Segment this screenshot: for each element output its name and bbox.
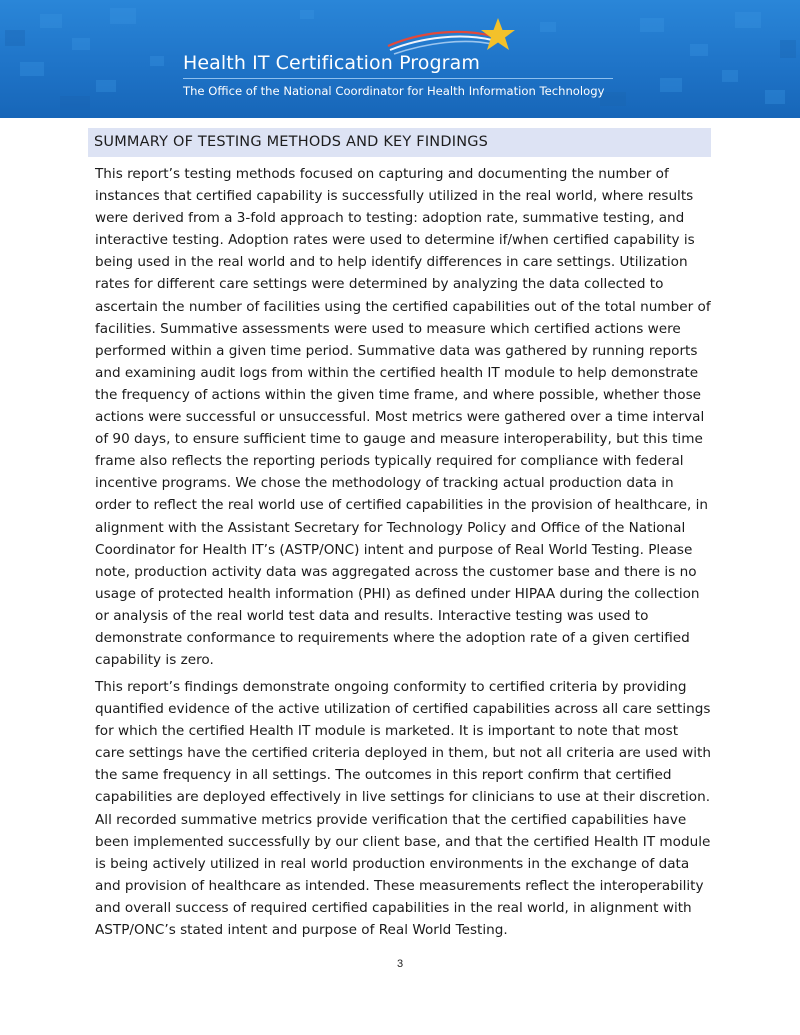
office-subtitle: The Office of the National Coordinator for Health Information Technology [183, 84, 605, 98]
header-banner [0, 0, 800, 118]
banner-divider [183, 78, 613, 79]
program-title: Health IT Certification Program [183, 52, 480, 74]
body-paragraph-key-findings: This report’s findings demonstrate ongoing conformity to certified criteria by providing quantified evidence of the active utilization of certified capabilities across all care settings for which the certified Health IT module is marketed. It is important to note that most care settings have the certified criteria deployed in them, but not all criteria are used with the same frequency in all settings. The outcomes in this report confirm that certified capabilities are deployed effectively in live settings for clinicians to use at their discretion. All recorded summative metrics provide verification that the certified capabilities have been implemented successfully by our client base, and that the certified Health IT module is being actively utilized in real world production environments in the exchange of data and provision of healthcare as intended. These measurements reflect the interoperability and overall success of required certified capabilities in the real world, in alignment with ASTP/ONC’s stated intent and purpose of Real World Testing. [95, 679, 711, 939]
page-number: 3 [396, 958, 404, 970]
section-heading: SUMMARY OF TESTING METHODS AND KEY FINDINGS [88, 128, 711, 157]
body-paragraph-testing-methods: This report’s testing methods focused on capturing and documenting the number of instances that certified capability is successfully utilized in the real world, where results were derived from a 3-fold approach to testing: adoption rate, summative testing, and interactive testing. Adoption rates were used to determine if/when certified capability is being used in the real world and to help identify differences in care settings. Utilization rates for different care settings were determined by analyzing the data collected to ascertain the number of facilities using the certified capabilities out of the total number of facilities. Summative assessments were used to measure which certified actions were performed within a given time period. Summative data was gathered by running reports and examining audit logs from within the certified health IT module to help demonstrate the frequency of actions within the given time frame, and where possible, whether those actions were successful or unsuccessful. Most metrics were gathered over a time interval of 90 days, to ensure sufficient time to gauge and measure interoperability, but this time frame also reflects the reporting periods typically required for compliance with federal incentive programs. We chose the methodology of tracking actual production data in order to reflect the real world use of certified capabilities in the provision of healthcare, in alignment with the Assistant Secretary for Technology Policy and Office of the National Coordinator for Health IT’s (ASTP/ONC) intent and purpose of Real World Testing. Please note, production activity data was aggregated across the customer base and there is no usage of protected health information (PHI) as defined under HIPAA during the collection or analysis of the real world test data and results. Interactive testing was used to demonstrate conformance to requirements where the adoption rate of a given certified capability is zero. [95, 166, 711, 669]
